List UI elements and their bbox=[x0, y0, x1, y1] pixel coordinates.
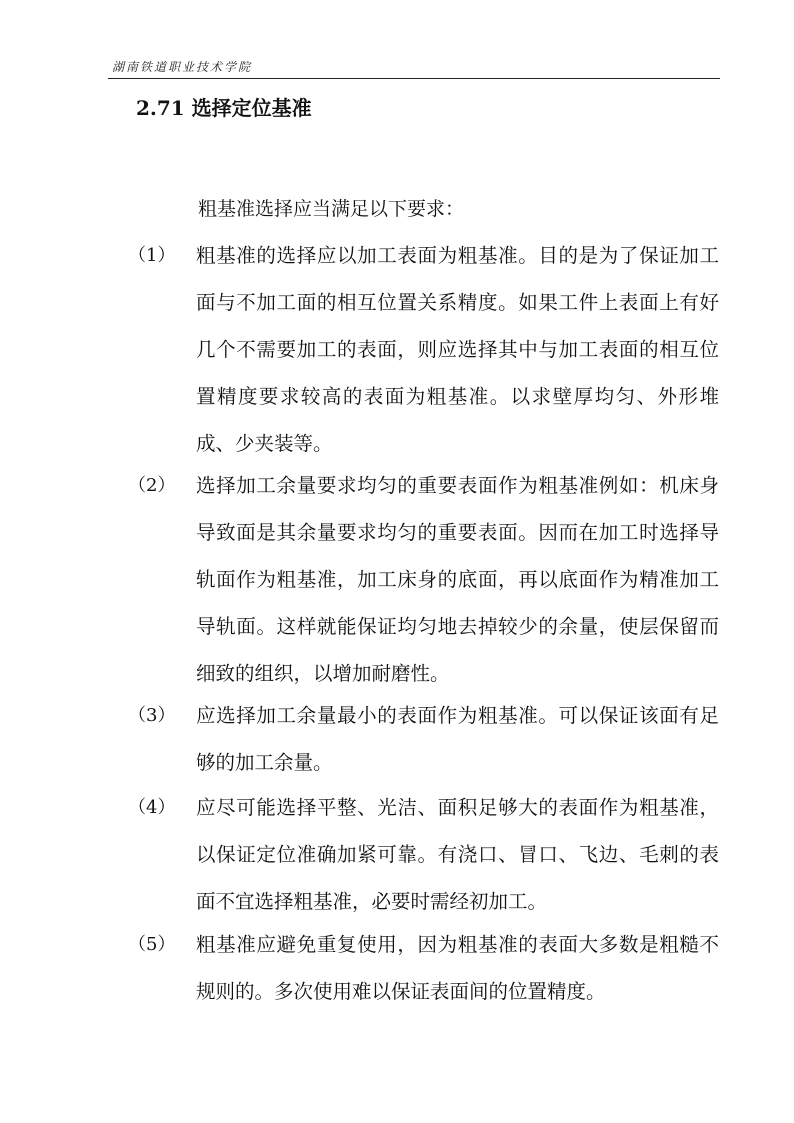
item-number: （5） bbox=[128, 934, 176, 955]
list-item bbox=[128, 470, 728, 700]
list-item bbox=[128, 700, 728, 794]
school-name: 湖南铁道职业技术学院 bbox=[112, 60, 253, 74]
item-text: 选择加工余量要求均匀的重要表面作为粗基准例如：机床身导致面是其余量要求均匀的重要表面。因而在加工时选择导轨面作为粗基准，加工床身的底面，再以底面作为精准加工导轨面。这样就能保证均匀地去掉较少的余量，使层保留而细致的组织，以增加耐磨性。 bbox=[196, 474, 719, 685]
item-number: （4） bbox=[128, 797, 176, 818]
item-text: 应选择加工余量最小的表面作为粗基准。可以保证该面有足够的加工余量。 bbox=[196, 704, 719, 774]
section-title: 2.71 选择定位基准 bbox=[136, 96, 312, 120]
item-text: 应尽可能选择平整、光洁、面积足够大的表面作为粗基准，以保证定位准确加紧可靠。有浇口、冒口、飞边、毛刺的表面不宜选择粗基准，必要时需经初加工。 bbox=[196, 796, 719, 913]
page-header bbox=[108, 56, 720, 79]
item-text: 粗基准的选择应以加工表面为粗基准。目的是为了保证加工面与不加工面的相互位置关系精度。如果工件上表面上有好几个不需要加工的表面，则应选择其中与加工表面的相互位置精度要求较高的表面为粗基准。以求壁厚均匀、外形堆成、少夹装等。 bbox=[196, 244, 719, 455]
item-number: （1） bbox=[128, 245, 176, 266]
item-number: （2） bbox=[128, 475, 176, 496]
list-item bbox=[128, 929, 728, 1023]
intro-paragraph: 粗基准选择应当满足以下要求： bbox=[198, 198, 465, 220]
item-number: （3） bbox=[128, 705, 176, 726]
item-text: 粗基准应避免重复使用，因为粗基准的表面大多数是粗糙不规则的。多次使用难以保证表面间的位置精度。 bbox=[196, 933, 719, 1003]
list-item bbox=[128, 792, 728, 932]
list-item bbox=[128, 240, 728, 470]
